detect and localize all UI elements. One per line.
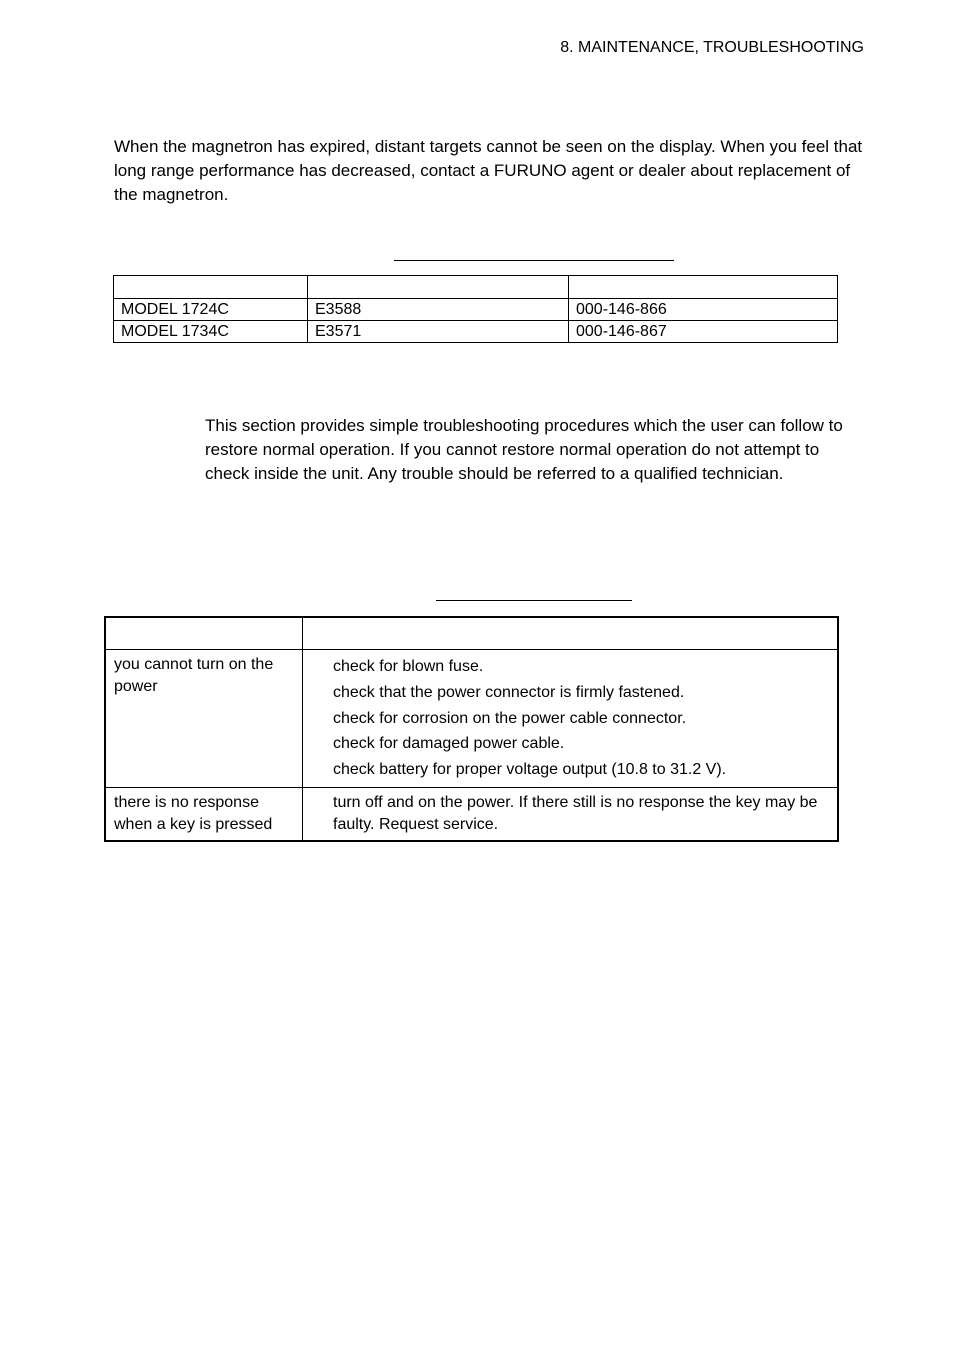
problem-cell: there is no response when a key is pressed — [105, 787, 303, 841]
table-row — [105, 650, 838, 788]
table-header-cell — [105, 617, 303, 650]
table-header-row — [105, 617, 838, 650]
troubleshooting-intro: This section provides simple troubleshooting procedures which the user can follow to restore normal operation. If you cannot restore normal operation do not attempt to check inside the unit. Any trouble should be referred to a qualified technician. — [205, 416, 843, 483]
model-cell: MODEL 1724C — [114, 299, 308, 321]
table-header-cell — [303, 617, 839, 650]
troubleshooting-table-title-rule — [436, 600, 632, 601]
remedy-item: check for corrosion on the power cable connector. — [333, 709, 687, 727]
remedy-item: check battery for proper voltage output (10.8 to 31.2 V). — [333, 761, 727, 779]
table-header-row — [114, 276, 838, 299]
magnetron-table-title-rule — [394, 260, 674, 261]
type-cell: E3571 — [308, 321, 569, 343]
remedy-cell: turn off and on the power. If there still is no response the key may be faulty. Request service. — [303, 787, 839, 841]
remedy-item: check for damaged power cable. — [333, 735, 565, 753]
table-header-cell — [308, 276, 569, 299]
section-header: 8. MAINTENANCE, TROUBLESHOOTING — [560, 39, 864, 56]
troubleshooting-table — [104, 616, 839, 842]
problem-cell: you cannot turn on the power — [105, 650, 303, 788]
table-row — [114, 299, 838, 321]
model-cell: MODEL 1734C — [114, 321, 308, 343]
code-cell: 000-146-867 — [569, 321, 838, 343]
remedy-item: check for blown fuse. — [333, 658, 484, 675]
remedy-item: check that the power connector is firmly fastened. — [333, 683, 685, 701]
magnetron-table — [113, 275, 838, 343]
magnetron-paragraph: When the magnetron has expired, distant targets cannot be seen on the display. When you feel that long range performance has decreased, contact a FURUNO agent or dealer about replacement of the magnetron. — [114, 137, 863, 204]
table-row — [105, 787, 838, 841]
remedy-cell — [303, 650, 839, 788]
code-cell: 000-146-866 — [569, 299, 838, 321]
table-header-cell — [114, 276, 308, 299]
table-row — [114, 321, 838, 343]
type-cell: E3588 — [308, 299, 569, 321]
table-header-cell — [569, 276, 838, 299]
